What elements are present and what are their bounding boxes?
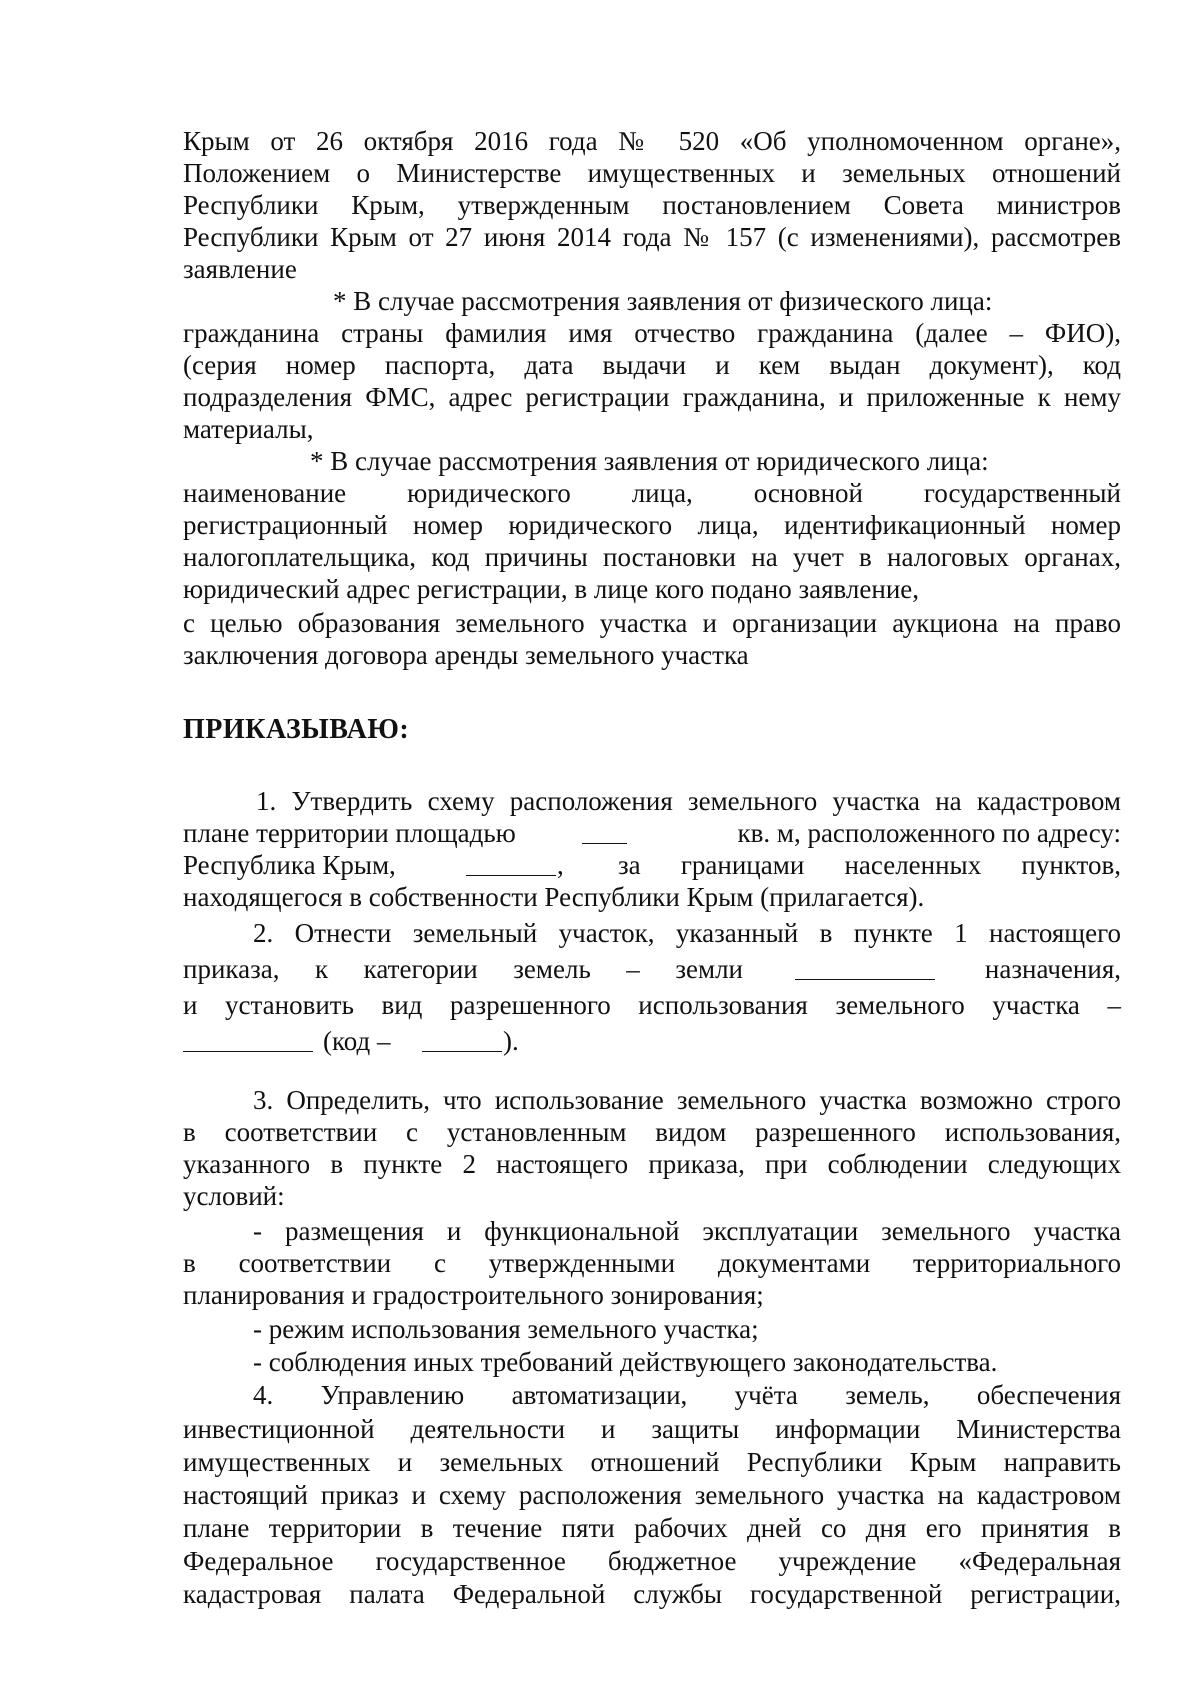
item1-line: находящегося в собственности Республики Крым (прилагается). [183,882,925,912]
intro-line: Республики Крым от 27 июня 2014 года № 157 (с изменениями), рассмотрев [183,222,1121,252]
item2-code-close: ). [503,1026,519,1056]
condition-line: в соответствии с утвержденными документами территориального [183,1248,1121,1278]
item4-line: плане территории в течение пяти рабочих дней со дня его принятия в [183,1513,1121,1543]
item1-line: 1. Утвердить схему расположения земельного участка на кадастровом [256,786,1121,816]
order-heading: ПРИКАЗЫВАЮ: [183,714,410,745]
intro-line: Крым от 26 октября 2016 года № 520 «Об уполномоченном органе», [183,126,1121,156]
physical-person-line: (серия номер паспорта, дата выдачи и кем выдан документ), код [183,350,1121,380]
physical-person-line: подразделения ФМС, адрес регистрации гражданина, и приложенные к нему [183,382,1121,412]
item1-address-label: кв. м, расположенного по адресу: [737,818,1121,848]
legal-entity-line: наименование юридического лица, основной государственный [183,478,1121,508]
physical-person-line: материалы, [183,414,314,444]
item2-line: и установить вид разрешенного использования земельного участка – [183,990,1121,1020]
item2-category-label: приказа, к категории земель – земли [183,954,743,984]
legal-entity-line: налогоплательщика, код причины постановки на учет в налоговых органах, [183,542,1121,572]
category-blank [795,957,935,980]
item4-line: инвестиционной деятельности и защиты информации Министерства [183,1414,1121,1444]
item2-line-code [183,1025,1121,1057]
item4-line: 4. Управлению автоматизации, учёта земель, обеспечения [253,1380,1121,1410]
item3-line: 3. Определить, что использование земельного участка возможно строго [253,1085,1121,1115]
physical-person-note: * В случае рассмотрения заявления от физического лица: [333,286,993,316]
item3-line: указанного в пункте 2 настоящего приказа, при соблюдении следующих [183,1149,1121,1179]
intro-line: Положением о Министерстве имущественных и земельных отношений [183,158,1121,188]
legal-entity-note: * В случае рассмотрения заявления от юридического лица: [310,446,989,476]
intro-line: заявление [183,254,297,284]
purpose-line: заключения договора аренды земельного участка [183,640,749,670]
code-blank [422,1029,502,1052]
intro-line: Республики Крым, утвержденным постановлением Совета министров [183,190,1121,220]
condition-line: - размещения и функциональной эксплуатации земельного участка [253,1216,1121,1246]
condition-line: - соблюдения иных требований действующего законодательства. [253,1347,998,1377]
item1-line-location [183,849,1121,881]
item2-line: 2. Отнести земельный участок, указанный в пункте 1 настоящего [253,918,1121,948]
item4-line: настоящий приказ и схему расположения земельного участка на кадастровом [183,1480,1121,1510]
item1-area-label: плане территории площадью [183,818,516,848]
address-blank [466,853,556,876]
item2-line-category [183,953,1121,985]
item4-line: имущественных и земельных отношений Республики Крым направить [183,1447,1121,1477]
legal-entity-line: регистрационный номер юридического лица, идентификационный номер [183,510,1121,540]
item4-line: кадастровая палата Федеральной службы государственной регистрации, [183,1579,1121,1609]
physical-person-line: гражданина страны фамилия имя отчество гражданина (далее – ФИО), [183,318,1121,348]
area-blank [582,821,627,844]
item1-outside-label: за границами населенных пунктов, [618,850,1121,880]
legal-entity-line: юридический адрес регистрации, в лице кого подано заявление, [183,574,920,604]
item3-line: в соответствии с установленным видом разрешенного использования, [183,1117,1121,1147]
item2-purpose-label: назначения, [984,954,1121,984]
purpose-line: с целью образования земельного участка и организации аукциона на право [183,608,1121,638]
condition-line: планирования и градостроительного зонирования; [183,1280,764,1310]
item3-line: условий: [183,1181,285,1211]
item1-comma: , [557,850,564,880]
item1-line-area [183,817,1121,849]
item1-republic-label: Республика Крым, [183,850,396,880]
item4-line: Федеральное государственное бюджетное учреждение «Федеральная [183,1546,1121,1576]
condition-line: - режим использования земельного участка; [253,1314,759,1344]
use-type-blank [183,1029,313,1052]
item2-code-label: (код – [323,1026,391,1056]
